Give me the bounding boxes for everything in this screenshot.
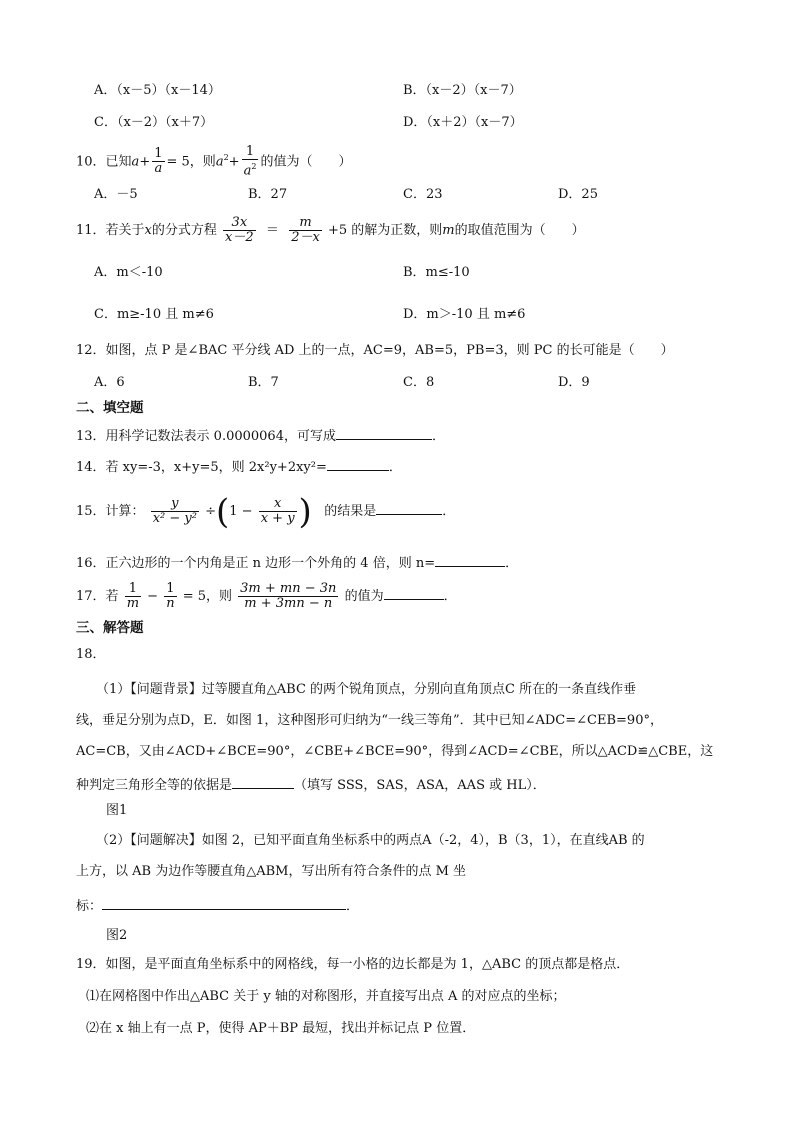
q16-stem: 16．正六边形的一个内角是正 n 边形一个外角的 4 倍，则 n= ． <box>76 552 518 573</box>
q11-option-d: D．m＞-10 且 m≠6 <box>403 307 526 322</box>
q18-part2-line3: 标： ． <box>76 895 359 916</box>
section-heading-fill-in: 二、填空题 <box>76 400 144 416</box>
q9-option-d: D．（x＋2）（x－7） <box>403 115 523 130</box>
q18-part1-line2: 线，垂足分别为点D，E．如图 1，这种图形可归纳为“一线三等角”．其中已知∠ADC=∠CEB=90°， <box>76 713 663 728</box>
q14-answer-blank[interactable] <box>327 456 389 471</box>
q9-option-c: C．（x－2）（x＋7） <box>94 115 214 130</box>
q18-answer-blank-1[interactable] <box>232 774 294 789</box>
q13-stem: 13．用科学记数法表示 0.0000064，可写成 ． <box>76 425 445 446</box>
q17-answer-blank[interactable] <box>384 585 444 600</box>
q11-stem: 11．若关于x的分式方程 $\frac{3x}{x-2}$ ＝ $\frac{m}{2-x}$ +5 的解为正数，则m的取值范围为（ ） <box>76 215 585 245</box>
q18-part2-line1: （2）【问题解决】如图 2，已知平面直角坐标系中的两点A（-2，4），B（3，1），在直线AB 的 <box>96 833 645 848</box>
q17-fraction-expression: $\frac{3m + mn - 3n}{m + 3mn - n}$ <box>240 581 337 611</box>
q10-option-b: B．27 <box>248 187 288 202</box>
q12-option-a: A．6 <box>94 375 125 390</box>
q11-option-c: C．m≥-10 且 m≠6 <box>94 307 214 322</box>
section-heading-solutions: 三、解答题 <box>76 620 144 636</box>
q10-option-a: A．－5 <box>94 187 138 202</box>
q12-option-b: B．7 <box>248 375 279 390</box>
q15-answer-blank[interactable] <box>376 500 442 515</box>
q15-fraction-1: $\frac{y}{\text{x² − y²}}$ <box>152 496 197 526</box>
q18-part2-line2: 上方，以 AB 为边作等腰直角△ABM，写出所有符合条件的点 M 坐 <box>76 864 467 879</box>
q13-answer-blank[interactable] <box>336 425 432 440</box>
q12-option-c: C．8 <box>403 375 435 390</box>
q9-option-a: A．（x－5）（x－14） <box>94 83 221 98</box>
q10-option-d: D．25 <box>558 187 598 202</box>
q18-answer-blank-2[interactable] <box>102 895 346 910</box>
q11-option-a: A．m＜-10 <box>94 265 163 280</box>
q12-stem: 12．如图，点 P 是∠BAC 平分线 AD 上的一点，AC=9，AB=5，PB=3，则 PC 的长可能是（ ） <box>76 343 674 358</box>
q10-fraction-1-over-a2: $\frac{1}{a^2}$ <box>243 144 257 179</box>
q19-stem: 19．如图，是平面直角坐标系中的网格线，每一小格的边长都是为 1，△ABC 的顶点都是格点． <box>76 957 630 972</box>
q11-option-b: B．m≤-10 <box>403 265 470 280</box>
q18-part1-line3: AC=CB，又由∠ACD+∠BCE=90°，∠CBE+∠BCE=90°，得到∠ACD=∠CBE，所以△ACD≌△CBE，这 <box>76 744 714 759</box>
q18-part1-line4: 种判定三角形全等的依据是 （填写 SSS，SAS，ASA，AAS 或 HL）． <box>76 774 546 795</box>
q19-subquestion-1: ⑴在网格图中作出△ABC 关于 y 轴的对称图形，并直接写出点 A 的对应点的坐标； <box>86 989 566 1004</box>
q17-fraction-1-over-m: $\frac{1}{m}$ <box>126 581 140 611</box>
q15-stem: 15．计算： $\frac{y}{\text{x² − y²}}$ ÷(1 − $\frac{x}{x + y}$ ) 的结果是 ． <box>76 491 456 532</box>
q17-stem: 17．若 $\frac{1}{m}$ − $\frac{1}{n}$ = 5，则 $\frac{3m + mn - 3n}{m + 3mn - n}$ 的值为 ． <box>76 581 457 611</box>
q16-answer-blank[interactable] <box>435 552 505 567</box>
q15-right-paren-icon: ) <box>298 491 312 532</box>
q19-subquestion-2: ⑵在 x 轴上有一点 P，使得 AP＋BP 最短，找出并标记点 P 位置． <box>86 1021 476 1036</box>
q14-stem: 14．若 xy=-3，x+y=5，则 2x²y+2xy²= ． <box>76 456 402 477</box>
figure-1-caption: 图1 <box>106 803 128 818</box>
q10-fraction-1-over-a: $\frac{1}{a}$ <box>154 146 163 177</box>
q12-option-d: D．9 <box>558 375 590 390</box>
q15-fraction-2: $\frac{x}{x + y}$ <box>260 496 295 526</box>
q15-left-paren-icon: ( <box>216 491 230 532</box>
q10-option-c: C．23 <box>403 187 443 202</box>
q9-option-b: B．（x－2）（x－7） <box>403 83 522 98</box>
q18-number: 18． <box>76 647 106 662</box>
figure-2-caption: 图2 <box>106 928 128 943</box>
q10-stem: 10．已知a+ $\frac{1}{a}$ = 5，则$a^2+$ $\frac{1}{a^2}$ 的值为（ ） <box>76 144 352 179</box>
q17-fraction-1-over-n: $\frac{1}{n}$ <box>166 581 175 611</box>
q18-part1-line1: （1）【问题背景】过等腰直角△ABC 的两个锐角顶点，分别向直角顶点C 所在的一条直线作垂 <box>96 682 637 697</box>
q11-fraction-left: $\frac{3x}{x-2}$ <box>225 215 254 245</box>
q11-fraction-right: $\frac{m}{2-x}$ <box>291 215 320 245</box>
